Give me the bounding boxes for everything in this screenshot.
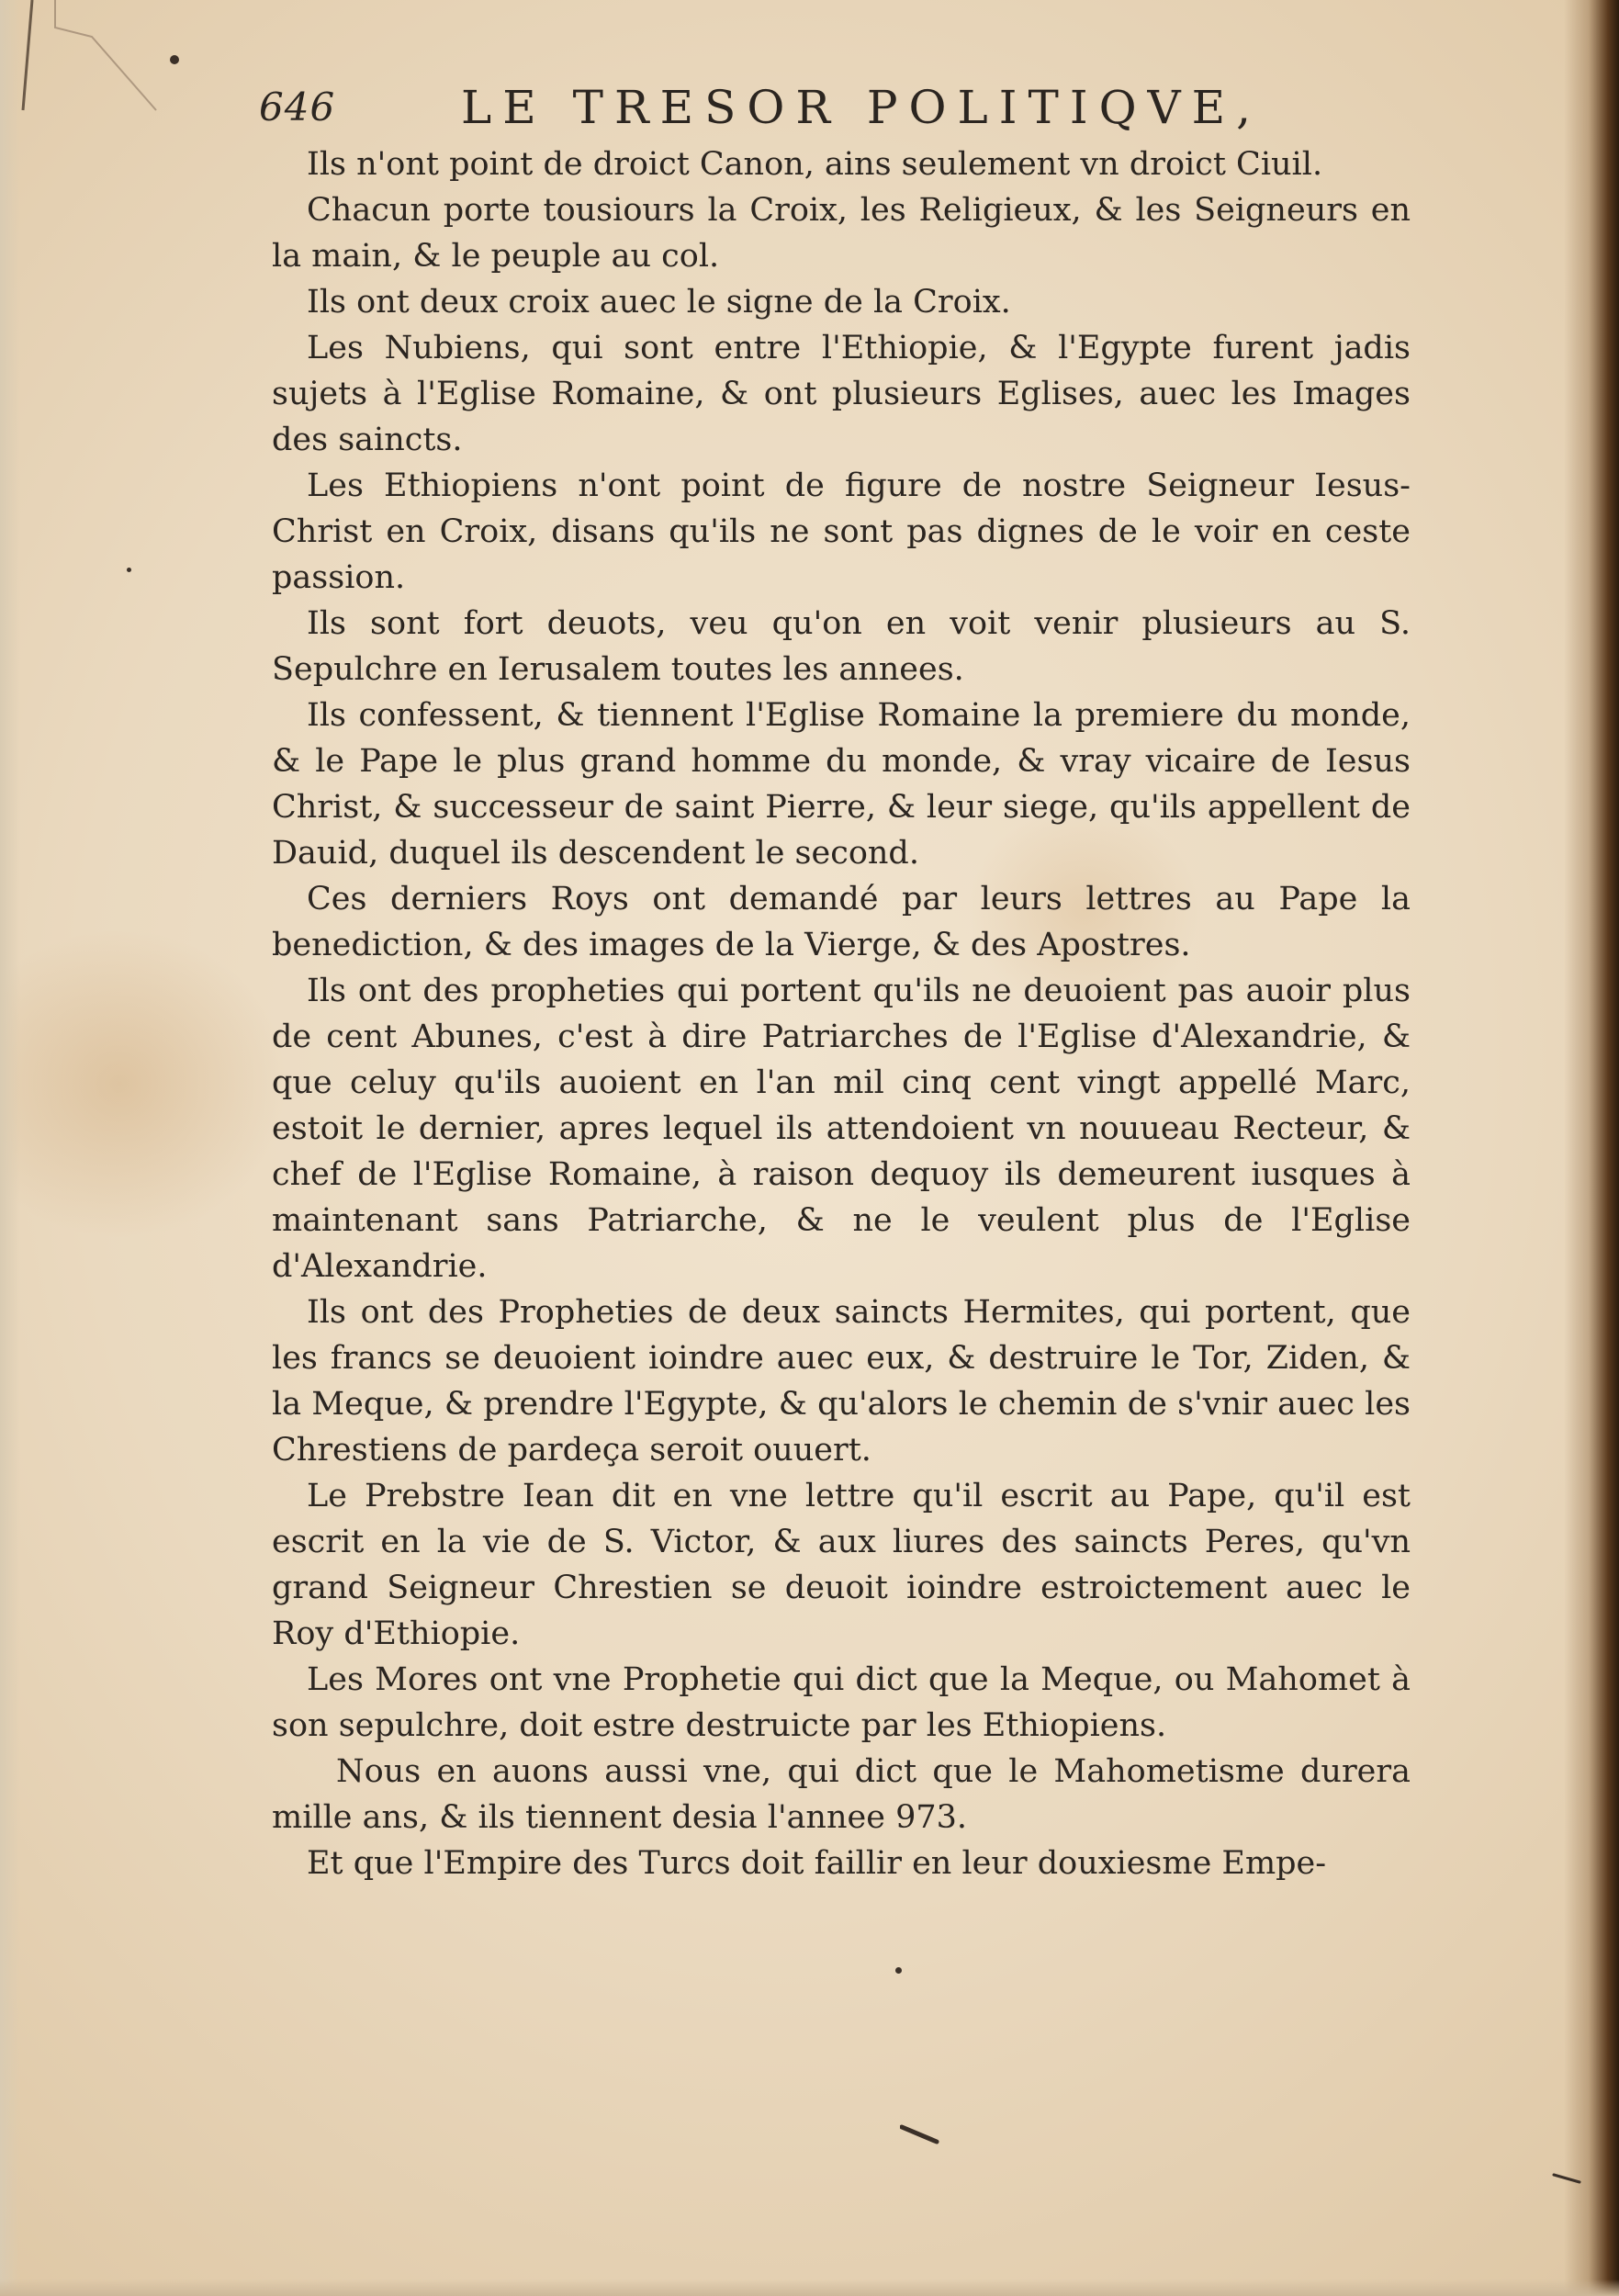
paragraph: Ils sont fort deuots, veu qu'on en voit venir plusieurs au S. Sepulchre en Ierusalem toutes les annees.: [272, 605, 1411, 688]
running-title: LE TRESOR POLITIQVE,: [461, 81, 1263, 134]
corner-crease: [0, 0, 184, 184]
page-gutter-shadow: [1564, 0, 1619, 2296]
ink-speck: [127, 568, 131, 572]
paragraph: Les Mores ont vne Prophetie qui dict que la Meque, ou Mahomet à son sepulchre, doit estre destruicte par les Ethiopiens.: [272, 1661, 1411, 1744]
paragraph: Les Ethiopiens n'ont point de figure de nostre Seigneur Iesus-Christ en Croix, disans qu'ils ne sont pas dignes de le voir en ceste passion.: [272, 467, 1411, 596]
paragraph: Nous en auons aussi vne, qui dict que le Mahometisme durera mille ans, & ils tiennent desia l'annee 973.: [272, 1753, 1411, 1836]
paragraph: Ils ont deux croix auec le signe de la Croix.: [307, 284, 1011, 321]
paragraph: Le Prebstre Iean dit en vne lettre qu'il escrit au Pape, qu'il est escrit en la vie de S. Victor, & aux liures des saincts Peres, qu'vn grand Seigneur Chrestien se deuoit ioindre estroictement auec le Roy d'Ethiopie.: [272, 1478, 1411, 1652]
page-bottom-edge: [0, 2279, 1619, 2296]
paragraph: Chacun porte tousiours la Croix, les Religieux, & les Seigneurs en la main, & le peuple au col.: [272, 192, 1411, 275]
ink-stroke: [900, 2122, 955, 2149]
running-head: [259, 81, 1361, 145]
paragraph: Ils ont des Propheties de deux saincts Hermites, qui portent, que les francs se deuoient ioindre auec eux, & destruire le Tor, Ziden, & la Meque, & prendre l'Egypte, & qu'alors le chemin de s'vnir auec les Chrestiens de pardeça seroit ouuert.: [272, 1294, 1411, 1469]
ink-stroke: [1552, 2169, 1589, 2188]
paragraph: Et que l'Empire des Turcs doit faillir en leur douxiesme Empe-: [307, 1845, 1327, 1882]
paragraph: Les Nubiens, qui sont entre l'Ethiopie, & l'Egypte furent jadis sujets à l'Eglise Romaine, & ont plusieurs Eglises, auec les Images des saincts.: [272, 330, 1411, 458]
ink-speck: [895, 1967, 902, 1974]
body-text: [272, 141, 1411, 1886]
paragraph: Ils n'ont point de droict Canon, ains seulement vn droict Ciuil.: [307, 146, 1323, 183]
paragraph: Ils ont des propheties qui portent qu'ils ne deuoient pas auoir plus de cent Abunes, c'est à dire Patriarches de l'Eglise d'Alexandrie, & que celuy qu'ils auoient en l'an mil cinq cent vingt appellé Marc, estoit le dernier, apres lequel ils attendoient vn nouueau Recteur, & chef de l'Eglise Romaine, à raison dequoy ils demeurent iusques à maintenant sans Patriarche, & ne le veulent plus de l'Eglise d'Alexandrie.: [272, 973, 1411, 1285]
paragraph: Ces derniers Roys ont demandé par leurs lettres au Pape la benediction, & des images de la Vierge, & des Apostres.: [272, 881, 1411, 963]
page-left-edge: [0, 0, 20, 2296]
paragraph: Ils confessent, & tiennent l'Eglise Romaine la premiere du monde, & le Pape le plus grand homme du monde, & vray vicaire de Iesus Christ, & successeur de saint Pierre, & leur siege, qu'ils appellent de Dauid, duquel ils descendent le second.: [272, 697, 1411, 872]
page-number: 646: [259, 84, 336, 129]
